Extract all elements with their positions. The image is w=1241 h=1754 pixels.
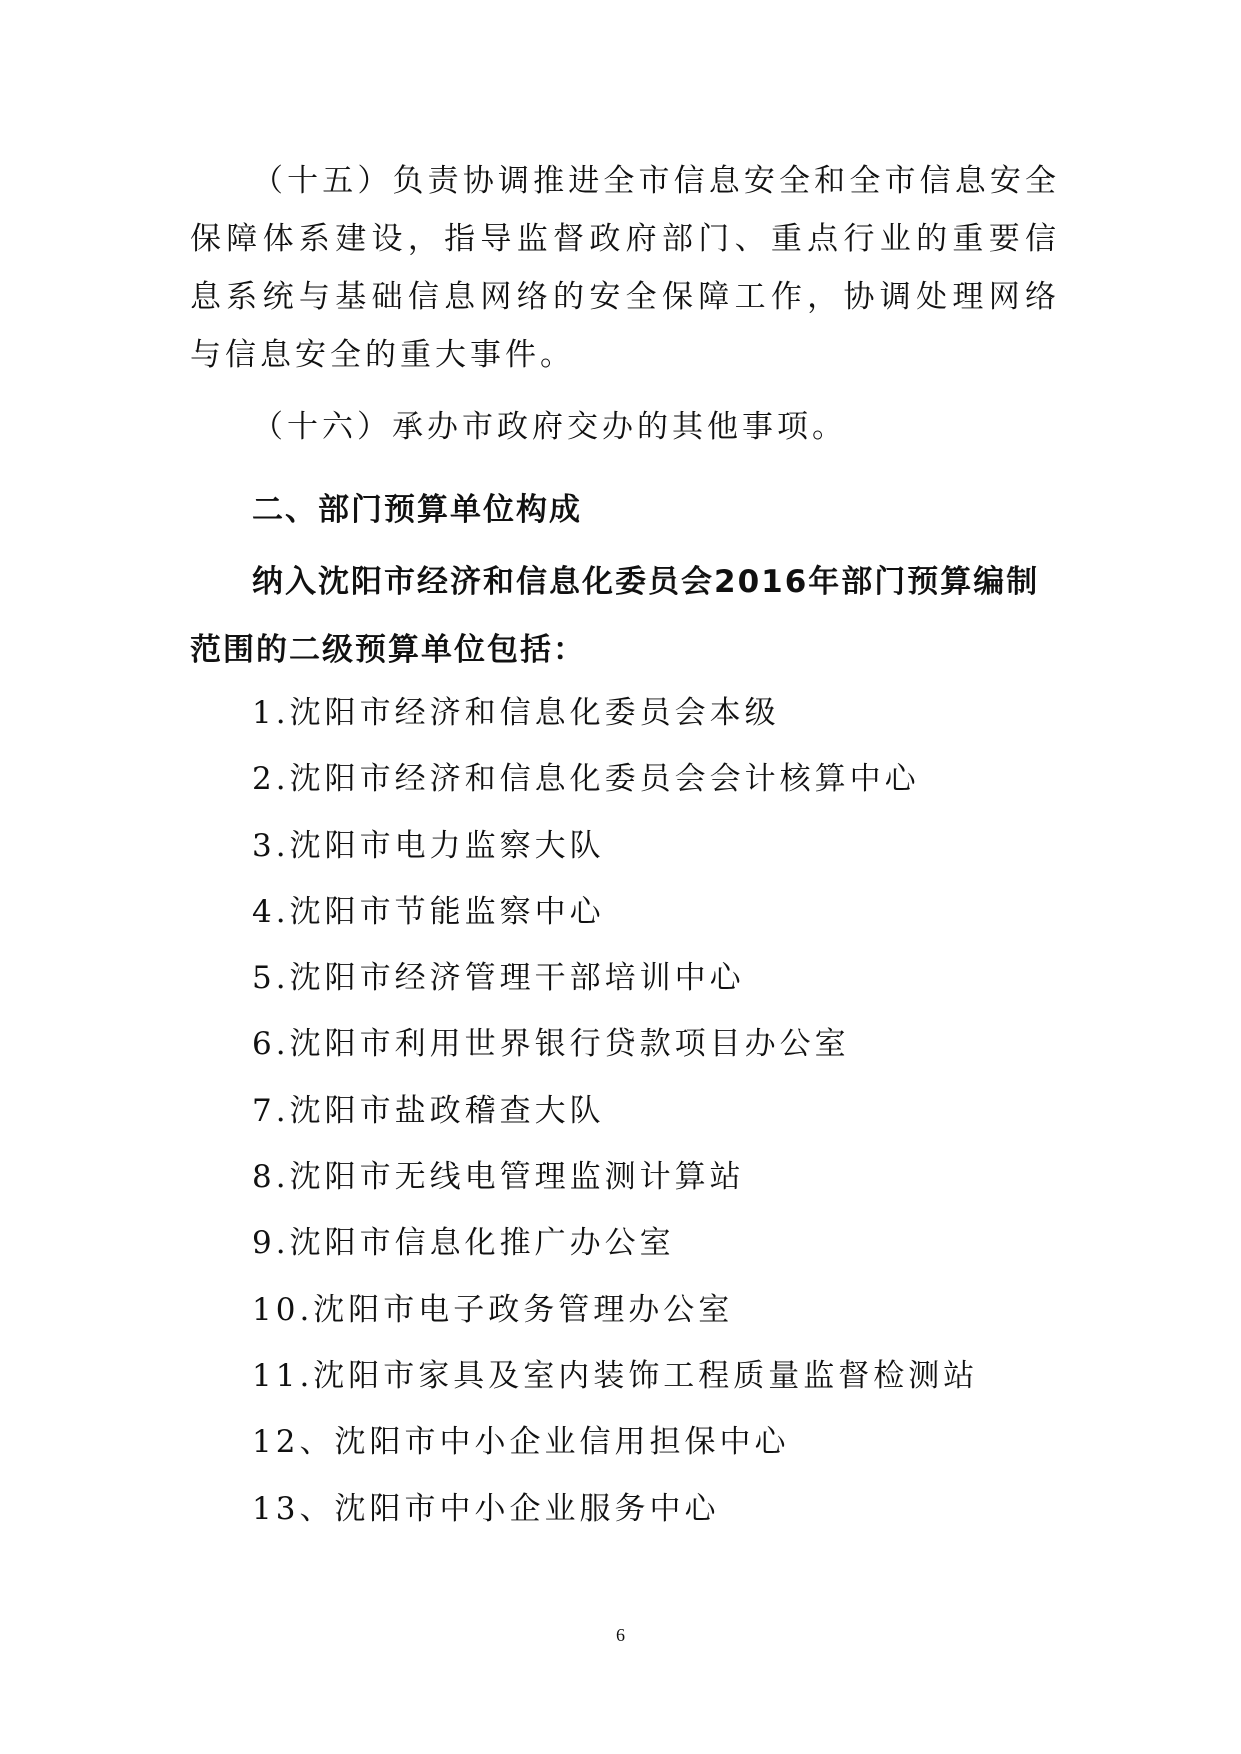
list-item: 2.沈阳市经济和信息化委员会会计核算中心 xyxy=(252,761,920,798)
list-item: 6.沈阳市利用世界银行贷款项目办公室 xyxy=(252,1026,850,1063)
list-item: 13、沈阳市中小企业服务中心 xyxy=(252,1490,720,1527)
list-item: 1.沈阳市经济和信息化委员会本级 xyxy=(252,695,780,731)
list-item: 12、沈阳市中小企业信用担保中心 xyxy=(252,1424,790,1461)
list-item: 11.沈阳市家具及室内装饰工程质量监督检测站 xyxy=(252,1357,979,1394)
list-item: 7.沈阳市盐政稽查大队 xyxy=(252,1092,605,1129)
list-item: 5.沈阳市经济管理干部培训中心 xyxy=(252,960,745,997)
page-number: 6 xyxy=(616,1625,625,1645)
list-item: 3.沈阳市电力监察大队 xyxy=(252,827,605,864)
list-item: 10.沈阳市电子政务管理办公室 xyxy=(252,1291,734,1328)
paragraph-item-15: （十五）负责协调推进全市信息安全和全市信息安全保障体系建设，指导监督政府部门、重点行业的重要信息系统与基础信息网络的安全保障工作，协调处理网络与信息安全的重大事件。 xyxy=(190,163,1060,373)
budget-unit-list xyxy=(252,680,978,1542)
section-intro: 纳入沈阳市经济和信息化委员会2016年部门预算编制范围的二级预算单位包括： xyxy=(190,564,1040,668)
list-item: 8.沈阳市无线电管理监测计算站 xyxy=(252,1159,745,1196)
section-heading: 二、部门预算单位构成 xyxy=(252,492,582,528)
list-item: 4.沈阳市节能监察中心 xyxy=(252,893,605,930)
paragraph-item-16: （十六）承办市政府交办的其他事项。 xyxy=(252,409,847,445)
list-item: 9.沈阳市信息化推广办公室 xyxy=(252,1225,675,1262)
